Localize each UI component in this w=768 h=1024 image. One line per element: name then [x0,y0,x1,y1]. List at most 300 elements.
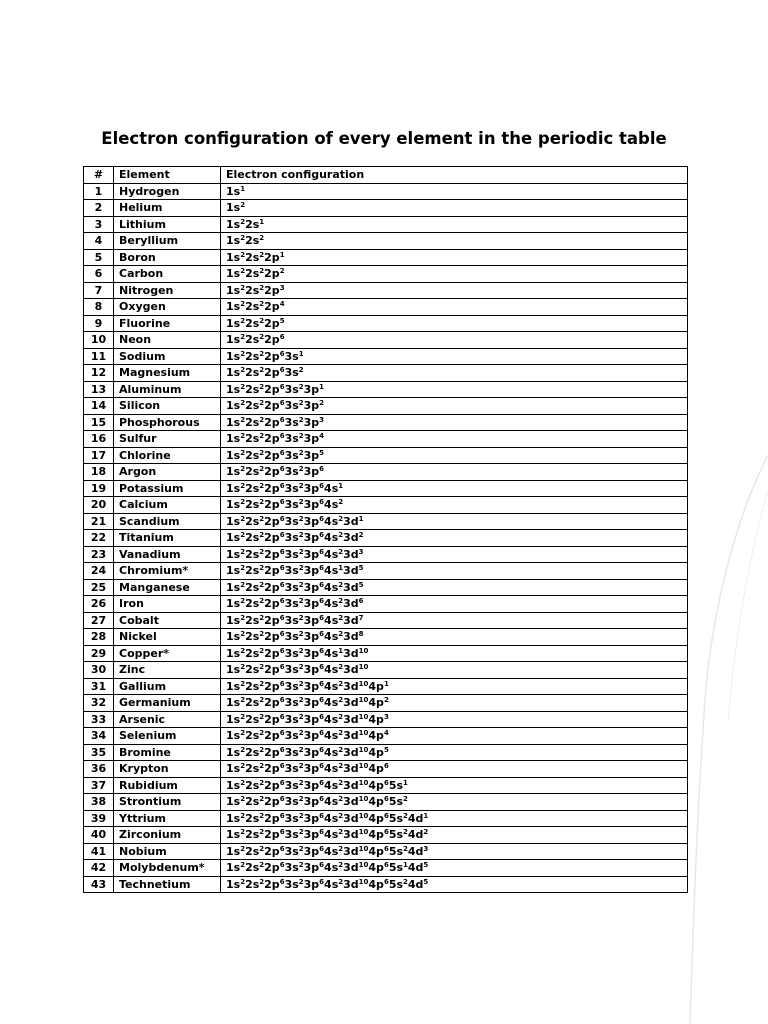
orbital-label: 3d [343,531,359,544]
electron-count-superscript: 5 [423,861,429,869]
electron-count-superscript: 2 [338,679,344,688]
orbital-label: 1s [226,498,241,511]
electron-count-superscript: 2 [403,877,408,886]
orbital-label: 1s [226,679,241,693]
electron-count-superscript: 1 [358,514,364,523]
orbital-label: 4s [324,778,339,792]
electron-count-superscript: 2 [338,547,344,556]
electron-configuration-cell [221,365,688,382]
electron-configuration-cell [221,579,688,596]
table-row [84,398,688,415]
electron-count-superscript: 2 [298,399,304,407]
orbital-label: 4p [368,828,384,841]
electron-count-superscript: 2 [298,597,304,605]
orbital-label: 2p [264,861,280,874]
electron-count-superscript: 2 [259,696,265,704]
electron-configuration-cell [221,761,688,778]
orbital-label: 2p [264,498,280,511]
orbital-label: 3p [303,465,320,478]
electron-count-superscript: 6 [319,679,325,688]
electron-count-superscript: 6 [279,795,285,803]
electron-count-superscript: 6 [279,531,285,539]
orbital-label: 3d [343,811,359,825]
electron-configuration-table [83,166,688,893]
electron-configuration-cell [221,777,688,794]
orbital-label: 1s [226,531,241,544]
atomic-number-cell: 35 [84,744,114,761]
orbital-label: 2s [245,597,260,610]
element-name-cell: Beryllium [114,233,221,250]
atomic-number-cell: 30 [84,662,114,679]
electron-count-superscript: 6 [279,481,285,490]
electron-count-superscript: 6 [279,349,285,358]
orbital-label: 3s [284,366,299,379]
orbital-label: 5s [388,795,404,808]
element-name-cell: Nitrogen [114,282,221,299]
orbital-label: 3p [303,597,320,610]
orbital-label: 1s [226,267,241,280]
table-row [84,282,688,299]
electron-count-superscript: 2 [259,828,265,836]
electron-count-superscript: 2 [259,333,265,341]
electron-count-superscript: 2 [338,811,344,820]
orbital-label: 2s [245,564,260,577]
electron-count-superscript: 6 [319,597,325,605]
table-row [84,695,688,712]
electron-count-superscript: 2 [240,712,246,721]
atomic-number-cell: 25 [84,579,114,596]
electron-count-superscript: 5 [358,564,364,572]
orbital-label: 3d [343,762,359,775]
electron-count-superscript: 2 [298,432,304,440]
electron-count-superscript: 2 [240,696,246,704]
electron-count-superscript: 2 [338,762,344,770]
electron-count-superscript: 2 [259,448,265,457]
orbital-label: 4p [368,811,384,825]
atomic-number-cell: 34 [84,728,114,745]
orbital-label: 3p [303,861,320,874]
orbital-label: 1s [226,778,241,792]
orbital-label: 2s [245,547,260,561]
orbital-label: 4s [324,663,339,676]
orbital-label: 2p [264,366,280,379]
electron-count-superscript: 2 [338,613,344,622]
orbital-label: 2s [245,514,260,528]
electron-count-superscript: 6 [319,514,325,523]
electron-count-superscript: 2 [240,729,246,737]
table-row [84,332,688,349]
orbital-label: 3d [343,828,359,841]
orbital-label: 1s [226,613,241,627]
element-name-cell: Technetium [114,876,221,893]
atomic-number-cell: 15 [84,414,114,431]
orbital-label: 2s [245,234,260,247]
electron-count-superscript: 2 [298,828,304,836]
electron-count-superscript: 2 [240,349,246,358]
orbital-label: 2p [264,580,280,594]
electron-count-superscript: 5 [383,745,389,754]
orbital-label: 2s [245,795,260,808]
electron-count-superscript: 6 [279,547,285,556]
element-name-cell: Titanium [114,530,221,547]
orbital-label: 4s [324,547,339,561]
table-row [84,233,688,250]
element-name-cell: Chlorine [114,447,221,464]
element-table-container [83,166,687,893]
table-row [84,513,688,530]
electron-configuration-cell [221,513,688,530]
orbital-label: 4d [407,828,424,841]
orbital-label: 3s [284,663,299,676]
electron-count-superscript: 2 [259,564,265,572]
element-name-cell: Zinc [114,662,221,679]
orbital-label: 2s [245,217,260,231]
electron-count-superscript: 6 [319,729,325,737]
electron-count-superscript: 2 [298,811,304,820]
orbital-label: 4p [368,762,384,775]
electron-count-superscript: 2 [403,844,408,853]
electron-count-superscript: 2 [240,333,246,341]
orbital-label: 3s [284,415,299,429]
orbital-label: 3p [303,844,320,858]
electron-count-superscript: 2 [338,514,344,523]
orbital-label: 5s [388,844,404,858]
orbital-label: 4s [324,679,339,693]
electron-count-superscript: 6 [279,432,285,440]
electron-count-superscript: 2 [240,399,246,407]
electron-count-superscript: 6 [279,366,285,374]
element-name-cell: Potassium [114,480,221,497]
orbital-label: 3s [284,481,299,495]
electron-count-superscript: 6 [279,696,285,704]
element-name-cell: Argon [114,464,221,481]
electron-configuration-cell [221,233,688,250]
electron-count-superscript: 2 [338,795,344,803]
electron-configuration-cell [221,843,688,860]
table-row [84,794,688,811]
orbital-label: 2p [264,399,280,412]
orbital-label: 4s [324,531,339,544]
electron-count-superscript: 6 [279,745,285,754]
electron-count-superscript: 6 [279,861,285,869]
element-name-cell: Lithium [114,216,221,233]
atomic-number-cell: 29 [84,645,114,662]
electron-count-superscript: 2 [240,877,246,886]
table-row [84,183,688,200]
electron-configuration-cell [221,728,688,745]
electron-count-superscript: 6 [319,811,325,820]
electron-count-superscript: 3 [319,415,325,424]
electron-count-superscript: 2 [259,481,265,490]
orbital-label: 2p [264,531,280,544]
electron-count-superscript: 6 [383,877,389,886]
orbital-label: 5s [388,828,404,841]
electron-count-superscript: 2 [259,547,265,556]
electron-count-superscript: 2 [240,498,246,506]
electron-count-superscript: 6 [279,811,285,820]
electron-count-superscript: 2 [259,630,265,638]
electron-count-superscript: 2 [240,795,246,803]
electron-count-superscript: 2 [298,547,304,556]
electron-count-superscript: 1 [338,481,344,490]
electron-count-superscript: 2 [259,349,265,358]
electron-count-superscript: 2 [338,729,344,737]
electron-count-superscript: 1 [383,679,389,688]
atomic-number-cell: 3 [84,216,114,233]
electron-count-superscript: 8 [358,630,364,638]
orbital-label: 2p [264,564,280,577]
electron-count-superscript: 2 [298,646,304,655]
orbital-label: 3s [284,679,299,693]
electron-configuration-cell [221,794,688,811]
orbital-label: 2s [245,679,260,693]
electron-count-superscript: 2 [259,267,265,275]
electron-configuration-cell [221,596,688,613]
orbital-label: 1s [226,481,241,495]
orbital-label: 2p [264,597,280,610]
orbital-label: 1s [226,349,241,363]
electron-count-superscript: 6 [279,844,285,853]
electron-count-superscript: 2 [259,861,265,869]
electron-count-superscript: 1 [403,861,408,869]
table-row [84,629,688,646]
orbital-label: 4p [368,861,384,874]
orbital-label: 2p [264,613,280,627]
orbital-label: 2s [245,828,260,841]
electron-count-superscript: 6 [383,861,389,869]
table-row [84,348,688,365]
orbital-label: 2p [264,481,280,495]
electron-count-superscript: 2 [240,778,246,787]
atomic-number-cell: 14 [84,398,114,415]
orbital-label: 3p [303,646,320,660]
orbital-label: 4p [368,745,384,759]
element-name-cell: Nickel [114,629,221,646]
electron-count-superscript: 2 [259,745,265,754]
table-row [84,596,688,613]
electron-count-superscript: 2 [298,696,304,704]
orbital-label: 2s [245,498,260,511]
orbital-label: 2s [245,382,260,396]
electron-configuration-cell [221,348,688,365]
electron-count-superscript: 2 [259,283,265,292]
electron-count-superscript: 6 [279,646,285,655]
table-row [84,645,688,662]
electron-count-superscript: 10 [358,696,369,704]
electron-count-superscript: 5 [358,580,364,589]
element-name-cell: Iron [114,596,221,613]
electron-count-superscript: 2 [338,844,344,853]
table-row [84,216,688,233]
electron-count-superscript: 2 [259,712,265,721]
electron-count-superscript: 6 [319,762,325,770]
electron-count-superscript: 2 [298,712,304,721]
orbital-label: 1s [226,514,241,528]
electron-count-superscript: 2 [298,762,304,770]
orbital-label: 3d [343,795,359,808]
electron-configuration-cell [221,744,688,761]
orbital-label: 3s [284,448,299,462]
electron-configuration-cell [221,315,688,332]
atomic-number-cell: 12 [84,365,114,382]
electron-count-superscript: 2 [338,828,344,836]
electron-count-superscript: 6 [383,828,389,836]
element-name-cell: Helium [114,200,221,217]
orbital-label: 2p [264,630,280,643]
orbital-label: 1s [226,861,241,874]
electron-count-superscript: 6 [319,844,325,853]
table-row [84,381,688,398]
electron-count-superscript: 2 [240,514,246,523]
electron-count-superscript: 2 [259,432,265,440]
orbital-label: 1s [226,663,241,676]
orbital-label: 4s [324,811,339,825]
electron-configuration-cell [221,530,688,547]
orbital-label: 2s [245,630,260,643]
orbital-label: 3p [303,564,320,577]
orbital-label: 2s [245,300,260,313]
orbital-label: 3p [303,828,320,841]
atomic-number-cell: 6 [84,266,114,283]
orbital-label: 2p [264,877,280,891]
atomic-number-cell: 43 [84,876,114,893]
orbital-label: 3p [303,696,320,709]
orbital-label: 3d [343,877,359,891]
electron-count-superscript: 2 [240,432,246,440]
electron-count-superscript: 2 [240,861,246,869]
element-name-cell: Bromine [114,744,221,761]
electron-count-superscript: 10 [358,729,369,737]
orbital-label: 1s [226,745,241,759]
orbital-label: 3s [284,399,299,412]
orbital-label: 2p [264,811,280,825]
electron-configuration-cell [221,695,688,712]
electron-count-superscript: 2 [298,778,304,787]
orbital-label: 4d [407,844,424,858]
electron-configuration-cell [221,711,688,728]
electron-count-superscript: 6 [319,877,325,886]
electron-count-superscript: 3 [423,844,429,853]
table-row [84,761,688,778]
electron-count-superscript: 2 [298,498,304,506]
orbital-label: 2p [264,547,280,561]
atomic-number-cell: 42 [84,860,114,877]
orbital-label: 3p [303,547,320,561]
element-name-cell: Selenium [114,728,221,745]
electron-count-superscript: 6 [383,844,389,853]
orbital-label: 4s [324,630,339,643]
electron-configuration-cell [221,431,688,448]
orbital-label: 4s [324,498,339,511]
element-name-cell: Copper* [114,645,221,662]
orbital-label: 3d [343,844,359,858]
electron-count-superscript: 2 [259,762,265,770]
orbital-label: 5s [388,811,404,825]
orbital-label: 3s [284,382,299,396]
atomic-number-cell: 41 [84,843,114,860]
orbital-label: 3s [284,580,299,594]
electron-count-superscript: 5 [279,316,285,325]
orbital-label: 2p [264,844,280,858]
electron-count-superscript: 6 [279,564,285,572]
orbital-label: 2s [245,531,260,544]
orbital-label: 3p [303,514,320,528]
electron-count-superscript: 2 [240,564,246,572]
electron-count-superscript: 2 [259,250,265,259]
page-title: Electron configuration of every element in the periodic table [101,129,667,148]
electron-count-superscript: 6 [279,712,285,721]
electron-count-superscript: 2 [240,300,246,308]
orbital-label: 1s [226,316,241,330]
electron-count-superscript: 2 [259,646,265,655]
electron-count-superscript: 10 [358,762,369,770]
electron-count-superscript: 2 [240,366,246,374]
element-name-cell: Calcium [114,497,221,514]
electron-count-superscript: 2 [240,234,246,242]
atomic-number-cell: 9 [84,315,114,332]
electron-count-superscript: 6 [319,663,325,671]
atomic-number-cell: 11 [84,348,114,365]
orbital-label: 1s [226,729,241,742]
table-row [84,464,688,481]
atomic-number-cell: 38 [84,794,114,811]
atomic-number-cell: 31 [84,678,114,695]
orbital-label: 3s [284,762,299,775]
orbital-label: 2p [264,745,280,759]
orbital-label: 3p [303,531,320,544]
electron-configuration-cell [221,381,688,398]
orbital-label: 4d [407,861,424,874]
electron-count-superscript: 2 [240,828,246,836]
orbital-label: 1s [226,877,241,891]
table-row [84,315,688,332]
orbital-label: 2s [245,366,260,379]
table-row [84,678,688,695]
electron-count-superscript: 1 [259,217,265,226]
orbital-label: 2p [264,762,280,775]
orbital-label: 3d [343,712,359,726]
orbital-label: 2s [245,283,260,297]
orbital-label: 3p [303,448,320,462]
orbital-label: 2p [264,432,280,445]
atomic-number-cell: 4 [84,233,114,250]
electron-count-superscript: 6 [279,448,285,457]
orbital-label: 3s [284,861,299,874]
orbital-label: 3s [284,498,299,511]
orbital-label: 2p [264,415,280,429]
orbital-label: 4s [324,745,339,759]
electron-count-superscript: 6 [383,811,389,820]
orbital-label: 1s [226,382,241,396]
electron-count-superscript: 2 [240,811,246,820]
electron-count-superscript: 2 [298,745,304,754]
orbital-label: 3p [303,630,320,643]
element-name-cell: Phosphorous [114,414,221,431]
electron-count-superscript: 2 [259,597,265,605]
orbital-label: 3p [303,432,320,445]
orbital-label: 4s [324,646,339,660]
element-name-cell: Silicon [114,398,221,415]
electron-count-superscript: 2 [259,613,265,622]
electron-count-superscript: 2 [259,300,265,308]
electron-configuration-cell [221,282,688,299]
orbital-label: 3d [343,679,359,693]
orbital-label: 4p [368,679,384,693]
orbital-label: 2s [245,712,260,726]
orbital-label: 3p [303,663,320,676]
electron-count-superscript: 2 [338,630,344,638]
electron-count-superscript: 1 [298,349,304,358]
